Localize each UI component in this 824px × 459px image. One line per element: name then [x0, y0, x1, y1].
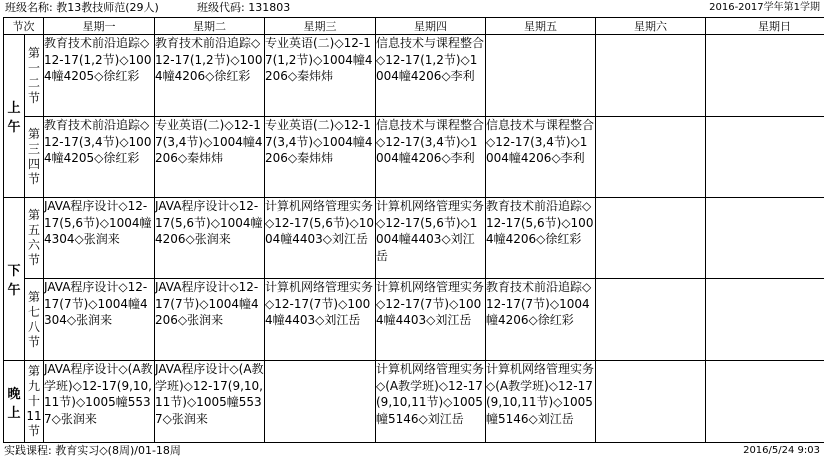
schedule-cell: 专业英语(二)◇12-17(3,4节)◇1004幢4206◇秦炜炜 [265, 117, 376, 198]
class-code: 班级代码: 131803 [197, 1, 291, 14]
col-header-mon: 星期一 [44, 18, 155, 35]
schedule-cell: 计算机网络管理实务◇12-17(7节)◇1004幢4403◇刘江岳 [376, 279, 486, 361]
schedule-cell: JAVA程序设计◇(A教学班)◇12-17(9,10,11节)◇1005幢5537◇张润来 [44, 361, 155, 443]
schedule-cell: 信息技术与课程整合◇12-17(1,2节)◇1004幢4206◇李利 [376, 35, 486, 117]
schedule-cell: 专业英语(二)◇12-17(3,4节)◇1004幢4206◇秦炜炜 [155, 117, 265, 198]
practice-course-note: 实践课程: 教育实习◇(8周)/01-18周 [4, 444, 181, 457]
schedule-cell: 教育技术前沿追踪◇12-17(7节)◇1004幢4206◇徐红彩 [486, 279, 596, 361]
schedule-cell: 计算机网络管理实务◇(A教学班)◇12-17(9,10,11节)◇1005幢5146◇刘江岳 [486, 361, 596, 443]
col-header-fri: 星期五 [486, 18, 596, 35]
schedule-cell: 计算机网络管理实务◇12-17(7节)◇1004幢4403◇刘江岳 [265, 279, 376, 361]
slot-label: 第七八节 [25, 279, 44, 361]
col-header-sat: 星期六 [596, 18, 706, 35]
col-header-wed: 星期三 [265, 18, 376, 35]
schedule-cell: 专业英语(二)◇12-17(1,2节)◇1004幢4206◇秦炜炜 [265, 35, 376, 117]
table-row [4, 117, 824, 198]
schedule-cell: JAVA程序设计◇12-17(5,6节)◇1004幢4206◇张润来 [155, 198, 265, 279]
schedule-cell [706, 361, 824, 443]
schedule-cell: 信息技术与课程整合◇12-17(3,4节)◇1004幢4206◇李利 [486, 117, 596, 198]
schedule-cell: JAVA程序设计◇(A教学班)◇12-17(9,10,11节)◇1005幢5537◇张润来 [155, 361, 265, 443]
schedule-cell: 教育技术前沿追踪◇12-17(1,2节)◇1004幢4205◇徐红彩 [44, 35, 155, 117]
schedule-cell [486, 35, 596, 117]
slot-label: 第九十11节 [25, 361, 44, 443]
period-morning: 上午 [4, 35, 25, 198]
schedule-cell: 教育技术前沿追踪◇12-17(1,2节)◇1004幢4206◇徐红彩 [155, 35, 265, 117]
schedule-cell: JAVA程序设计◇12-17(7节)◇1004幢4206◇张润来 [155, 279, 265, 361]
schedule-cell [596, 117, 706, 198]
schedule-cell [706, 117, 824, 198]
schedule-cell [596, 35, 706, 117]
schedule-cell [706, 35, 824, 117]
col-header-period: 节次 [4, 18, 44, 35]
table-row [4, 279, 824, 361]
table-row [4, 198, 824, 279]
schedule-cell [706, 279, 824, 361]
table-row [4, 35, 824, 117]
slot-label: 第五六节 [25, 198, 44, 279]
col-header-tue: 星期二 [155, 18, 265, 35]
table-row [4, 361, 824, 443]
class-name: 班级名称: 教13教技师范(29人) [5, 1, 159, 14]
col-header-thu: 星期四 [376, 18, 486, 35]
slot-label: 第一二节 [25, 35, 44, 117]
col-header-sun: 星期日 [706, 18, 824, 35]
period-evening: 晚上 [4, 361, 25, 443]
schedule-cell: 教育技术前沿追踪◇12-17(5,6节)◇1004幢4206◇徐红彩 [486, 198, 596, 279]
schedule-cell: 信息技术与课程整合◇12-17(3,4节)◇1004幢4206◇李利 [376, 117, 486, 198]
schedule-cell [265, 361, 376, 443]
schedule-cell [596, 198, 706, 279]
schedule-cell: 教育技术前沿追踪◇12-17(3,4节)◇1004幢4205◇徐红彩 [44, 117, 155, 198]
term-label: 2016-2017学年第1学期 [709, 2, 820, 13]
schedule-cell [706, 198, 824, 279]
schedule-cell: 计算机网络管理实务◇12-17(5,6节)◇1004幢4403◇刘江岳 [265, 198, 376, 279]
print-timestamp: 2016/5/24 9:03 [743, 445, 820, 456]
schedule-cell [596, 279, 706, 361]
schedule-cell [596, 361, 706, 443]
period-afternoon: 下午 [4, 198, 25, 361]
schedule-cell: 计算机网络管理实务◇(A教学班)◇12-17(9,10,11节)◇1005幢5146◇刘江岳 [376, 361, 486, 443]
slot-label: 第三四节 [25, 117, 44, 198]
schedule-cell: JAVA程序设计◇12-17(5,6节)◇1004幢4304◇张润来 [44, 198, 155, 279]
header-row [4, 18, 824, 35]
schedule-cell: JAVA程序设计◇12-17(7节)◇1004幢4304◇张润来 [44, 279, 155, 361]
schedule-header [0, 0, 824, 16]
timetable [3, 17, 824, 443]
schedule-cell: 计算机网络管理实务◇12-17(5,6节)◇1004幢4403◇刘江岳 [376, 198, 486, 279]
